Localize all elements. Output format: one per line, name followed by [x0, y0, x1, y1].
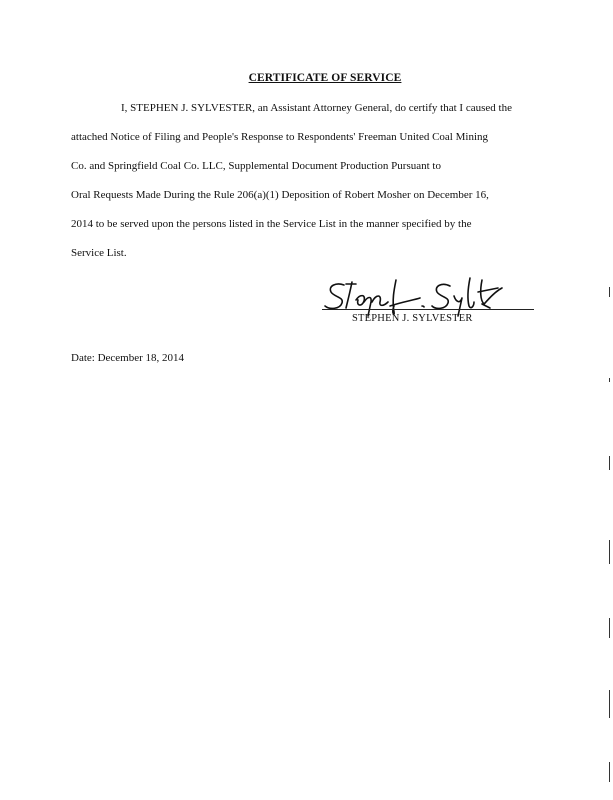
certificate-title: CERTIFICATE OF SERVICE [248, 72, 402, 84]
body-line-6: Service List. [71, 247, 127, 259]
signature-block [322, 276, 537, 326]
scan-edge-mark [609, 456, 611, 470]
body-line-2: attached Notice of Filing and People's Response to Respondents' Freeman United Coal Mining [71, 131, 489, 143]
scan-edge-mark [609, 618, 611, 638]
body-line-5: 2014 to be served upon the persons listed in the Service List in the manner specified by the [71, 218, 472, 230]
signature-line [322, 309, 534, 310]
certificate-body [71, 94, 551, 268]
scan-edge-mark [609, 690, 611, 718]
scan-edge-mark [609, 540, 611, 564]
body-line-4: Oral Requests Made During the Rule 206(a)(1) Deposition of Robert Mosher on December 16, [71, 189, 489, 201]
body-line-3: Co. and Springfield Coal Co. LLC, Supplemental Document Production Pursuant to [71, 160, 441, 172]
scan-edge-mark [609, 287, 611, 297]
signer-name: STEPHEN J. SYLVESTER [352, 313, 473, 324]
scan-edge-mark [609, 378, 611, 382]
scan-edge-mark [609, 762, 611, 782]
body-line-1: I, STEPHEN J. SYLVESTER, an Assistant Attorney General, do certify that I caused the [121, 102, 512, 114]
certificate-date: Date: December 18, 2014 [71, 352, 185, 364]
